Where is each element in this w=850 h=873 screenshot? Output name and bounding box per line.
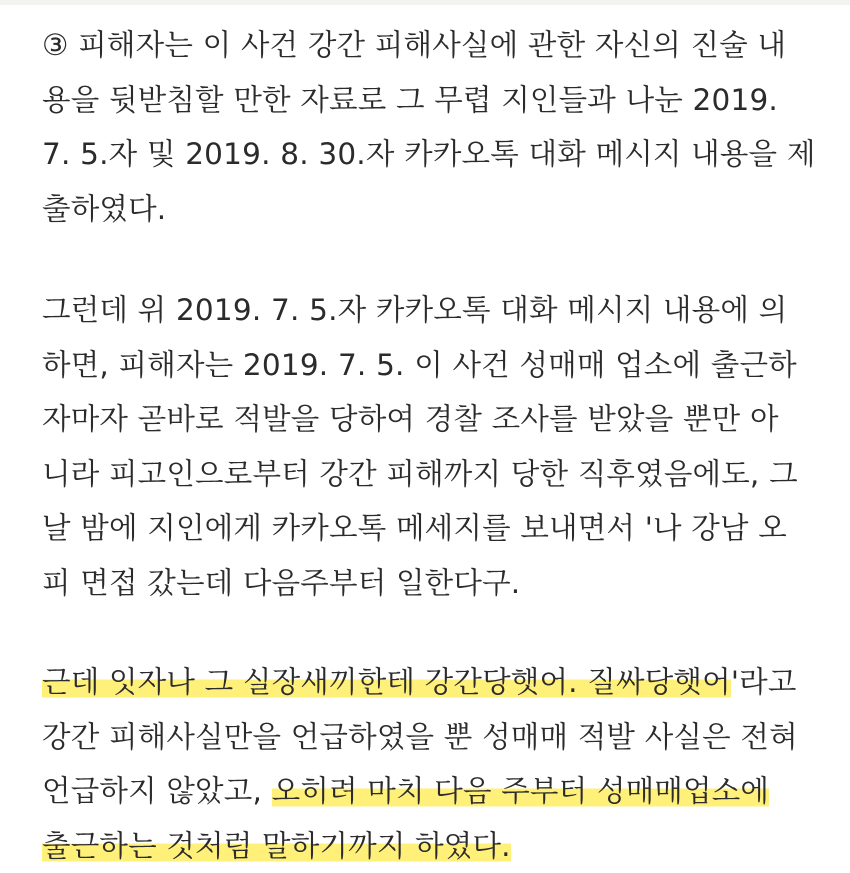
highlighted-text: 근데 잇자나 그 실장새끼한테 강간당햇어. 질싸당햇어 xyxy=(42,665,731,699)
text-line: 하면, 피해자는 2019. 7. 5. 이 사건 성매매 업소에 출근하 xyxy=(42,338,832,393)
text-segment: 언급하지 않았고, xyxy=(42,774,272,808)
text-line: 그런데 위 2019. 7. 5.자 카카오톡 대화 메시지 내용에 의 xyxy=(42,283,832,338)
text-line: 니라 피고인으로부터 강간 피해까지 당한 직후였음에도, 그 xyxy=(42,447,832,502)
top-divider-strip xyxy=(0,0,850,5)
text-line xyxy=(42,764,832,819)
text-line: ③ 피해자는 이 사건 강간 피해사실에 관한 자신의 진술 내 xyxy=(42,18,832,73)
text-line: 강간 피해사실만을 언급하였을 뿐 성매매 적발 사실은 전혀 xyxy=(42,710,832,765)
text-line: 7. 5.자 및 2019. 8. 30.자 카카오톡 대화 메시지 내용을 제 xyxy=(42,127,832,182)
document-body xyxy=(42,18,832,873)
highlighted-text: 오히려 마치 다음 주부터 성매매업소에 xyxy=(272,774,769,808)
text-line xyxy=(42,655,832,710)
paragraph-2 xyxy=(42,283,832,610)
highlighted-text: 출근하는 것처럼 말하기까지 하였다. xyxy=(42,829,511,863)
text-line: 출하였다. xyxy=(42,182,832,237)
text-line: 자마자 곧바로 적발을 당하여 경찰 조사를 받았을 뿐만 아 xyxy=(42,392,832,447)
text-line xyxy=(42,819,832,873)
text-line: 날 밤에 지인에게 카카오톡 메세지를 보내면서 '나 강남 오 xyxy=(42,501,832,556)
paragraph-1 xyxy=(42,18,832,236)
text-line: 용을 뒷받침할 만한 자료로 그 무렵 지인들과 나눈 2019. xyxy=(42,73,832,128)
paragraph-3 xyxy=(42,655,832,873)
text-segment: '라고 xyxy=(731,665,797,699)
text-line: 피 면접 갔는데 다음주부터 일한다구. xyxy=(42,556,832,611)
